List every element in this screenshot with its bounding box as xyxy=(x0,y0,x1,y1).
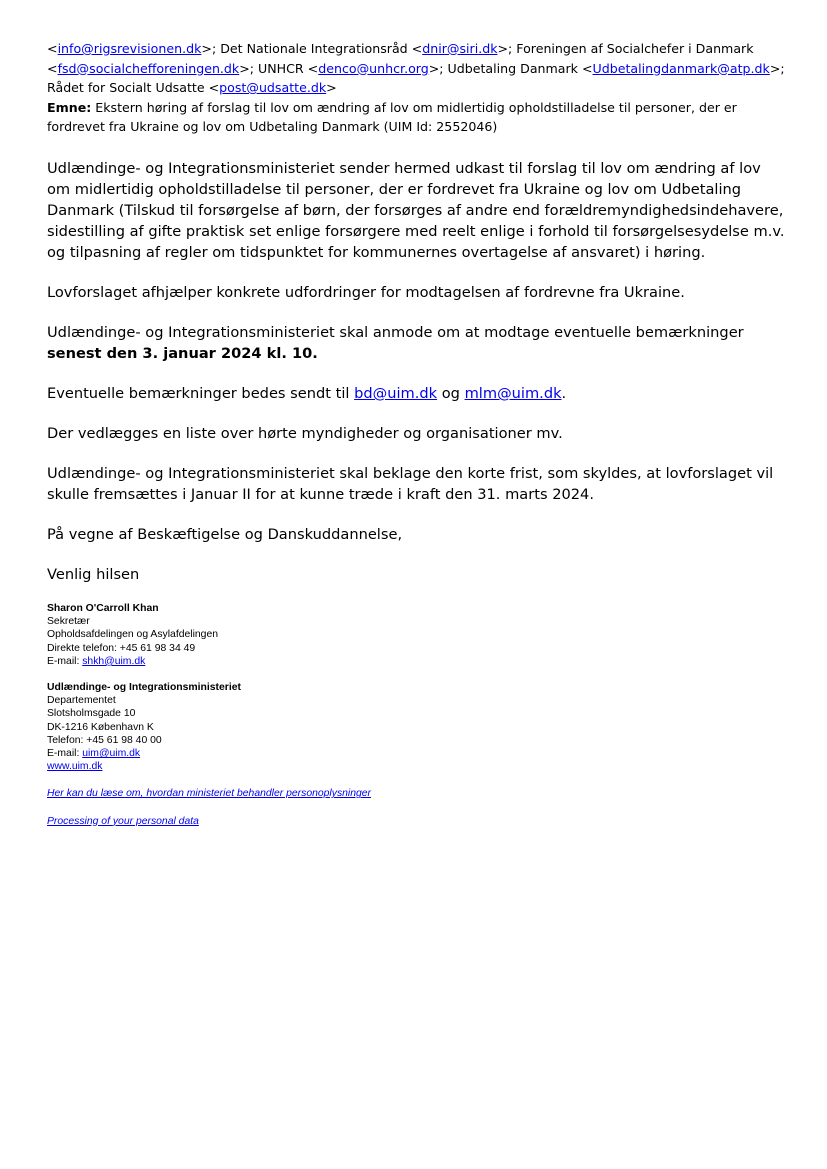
organization-email-line xyxy=(47,747,787,760)
recipients-header xyxy=(47,39,787,137)
text-fragment: < xyxy=(47,41,58,56)
recipients-line-2 xyxy=(47,59,787,79)
recipients-line-1 xyxy=(47,39,787,59)
text-fragment: >; UNHCR < xyxy=(239,60,319,76)
text-fragment: < xyxy=(47,60,58,76)
organization-name: Udlændinge- og Integrationsministeriet xyxy=(47,681,241,693)
subject-label: Emne: xyxy=(47,99,92,115)
text-fragment: >; xyxy=(769,60,785,76)
signature-email-line xyxy=(47,655,787,668)
email-link-mlm[interactable]: mlm@uim.dk xyxy=(464,384,562,402)
email-label: E-mail: xyxy=(47,655,83,667)
signature-block xyxy=(47,602,787,828)
paragraph-send-to xyxy=(47,383,787,404)
signature-name: Sharon O'Carroll Khan xyxy=(47,602,159,614)
organization-street: Slotsholmsgade 10 xyxy=(47,708,136,720)
subject-text: Ekstern høring af forslag til lov om ændring af lov om midlertidig opholdstilladelse til personer, der er fordrevet fra Ukraine og lov om Udbetaling Danmark (UIM Id: 2552046) xyxy=(47,99,737,135)
email-link-bd[interactable]: bd@uim.dk xyxy=(354,384,438,402)
privacy-da-line xyxy=(47,787,787,800)
recipients-line-3 xyxy=(47,78,787,98)
text-fragment: Rådet for Socialt Udsatte < xyxy=(47,80,220,96)
deadline-text: Udlændinge- og Integrationsministeriet skal anmode om at modtage eventuelle bemærkninger xyxy=(47,323,744,341)
text-fragment: >; Foreningen af Socialchefer i Danmark xyxy=(497,41,754,56)
text-fragment: Eventuelle bemærkninger bedes sendt til xyxy=(47,384,355,402)
signature-department: Opholdsafdelingen og Asylafdelingen xyxy=(47,629,218,641)
signature-role: Sekretær xyxy=(47,616,90,628)
email-link-fsd[interactable]: fsd@socialchefforeningen.dk xyxy=(57,60,240,76)
email-link-shkh[interactable]: shkh@uim.dk xyxy=(82,655,146,667)
paragraph-on-behalf: På vegne af Beskæftigelse og Danskuddannelse, xyxy=(47,525,403,543)
text-fragment: . xyxy=(561,384,567,402)
paragraph-attachment: Der vedlægges en liste over hørte myndigheder og organisationer mv. xyxy=(47,424,563,442)
email-link-rigsrevisionen[interactable]: info@rigsrevisionen.dk xyxy=(57,41,202,56)
text-fragment: >; Udbetaling Danmark < xyxy=(428,60,593,76)
closing-greeting: Venlig hilsen xyxy=(47,565,140,583)
paragraph-deadline xyxy=(47,322,787,364)
privacy-link-en[interactable]: Processing of your personal data xyxy=(47,815,199,827)
deadline-date: senest den 3. januar 2024 kl. 10. xyxy=(47,344,318,362)
email-label: E-mail: xyxy=(47,748,83,759)
text-fragment: >; Det Nationale Integrationsråd < xyxy=(201,41,423,56)
paragraph-intro: Udlændinge- og Integrationsministeriet sender hermed udkast til forslag til lov om ændring af lov om midlertidig opholdstilladelse til personer, der er fordrevet fra Ukraine og lov om Udbetaling Danmark (Tilskud til forsørgelse af børn, der forsørges af andre end forældremyndighedsindehavere, sidestilling af gifte praktisk set enlige forsørgere med reelt enlige i forhold til forsørgelsesydelse m.v. og tilpasning af regler om tidspunktet for kommunernes overtagelse af ansvaret) i høring. xyxy=(47,159,785,261)
paragraph-purpose: Lovforslaget afhjælper konkrete udfordringer for modtagelsen af fordrevne fra Ukraine. xyxy=(47,283,685,301)
privacy-en-line xyxy=(47,815,787,828)
website-link[interactable]: www.uim.dk xyxy=(47,761,103,773)
email-link-dnir[interactable]: dnir@siri.dk xyxy=(422,41,498,56)
subject-line xyxy=(47,98,767,137)
text-fragment: og xyxy=(437,384,465,402)
email-link-udsatte[interactable]: post@udsatte.dk xyxy=(219,80,327,96)
privacy-link-da[interactable]: Her kan du læse om, hvordan ministeriet behandler personoplysninger xyxy=(47,788,372,800)
organization-phone: Telefon: +45 61 98 40 00 xyxy=(47,734,162,746)
website-line xyxy=(47,760,787,773)
email-document xyxy=(47,39,787,828)
signature-phone: Direkte telefon: +45 61 98 34 49 xyxy=(47,642,196,654)
email-link-udbetaling[interactable]: Udbetalingdanmark@atp.dk xyxy=(592,60,770,76)
paragraph-apology: Udlændinge- og Integrationsministeriet skal beklage den korte frist, som skyldes, at lovforslaget vil skulle fremsættes i Januar II for at kunne træde i kraft den 31. marts 2024. xyxy=(47,464,774,503)
email-link-unhcr[interactable]: denco@unhcr.org xyxy=(318,60,429,76)
email-link-uim[interactable]: uim@uim.dk xyxy=(82,748,141,759)
text-fragment: > xyxy=(326,80,337,96)
organization-city: DK-1216 København K xyxy=(47,721,154,733)
organization-unit: Departementet xyxy=(47,695,116,707)
